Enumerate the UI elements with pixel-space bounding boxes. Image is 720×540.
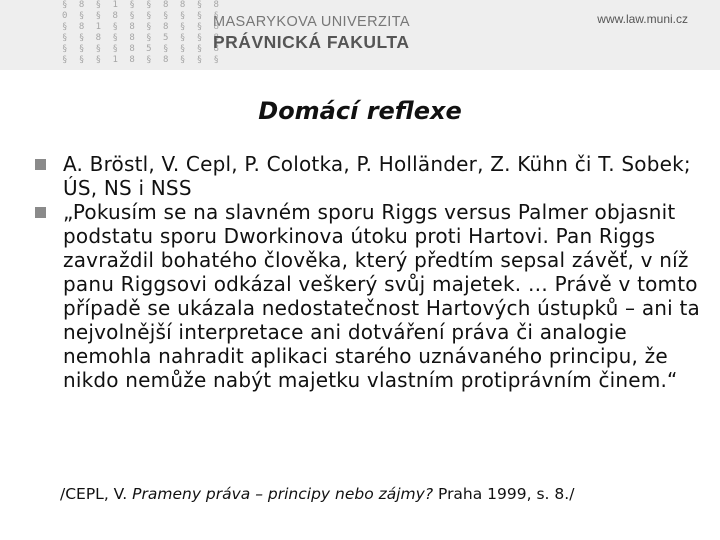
square-bullet-icon <box>35 159 46 170</box>
logo-row: § 8 1 § 8 § 8 § § 8 <box>62 22 222 32</box>
website-url[interactable]: www.law.muni.cz <box>597 12 688 26</box>
bullet-item-quote <box>0 200 720 392</box>
faculty-name: PRÁVNICKÁ FAKULTA <box>213 32 410 52</box>
university-logo-pattern <box>62 0 222 70</box>
citation-prefix: /CEPL, V. <box>60 485 133 503</box>
bullet-text: A. Bröstl, V. Cepl, P. Colotka, P. Holländer, Z. Kühn či T. Sobek; ÚS, NS i NSS <box>63 152 691 200</box>
university-name: MASARYKOVA UNIVERZITA <box>213 14 410 30</box>
header-bar <box>0 0 720 70</box>
logo-row: 0 § § 8 § § § § § § <box>62 11 222 21</box>
citation-work-title: Prameny práva – principy nebo zájmy? <box>132 485 434 503</box>
logo-row: § § § § 8 5 § § § 8 <box>62 44 222 54</box>
logo-row: § 8 § 1 § § 8 8 § 8 <box>62 0 222 10</box>
citation-suffix: Praha 1999, s. 8./ <box>433 485 575 503</box>
citation <box>60 484 574 504</box>
slide-title: Domácí reflexe <box>258 97 462 125</box>
logo-row: § § § 1 8 § 8 § § § <box>62 55 222 65</box>
square-bullet-icon <box>35 207 46 218</box>
logo-row: § § 8 § 8 § 5 § § 8 <box>62 33 222 43</box>
bullet-item-authors <box>0 152 720 200</box>
bullet-text: „Pokusím se na slavném sporu Riggs versus Palmer objasnit podstatu sporu Dworkinova útoku proti Hartovi. Pan Riggs zavraždil bohatého člověka, který předtím sepsal závěť, v níž panu Riggsovi odkázal veškerý svůj majetek. … Právě v tomto případě se ukázala nedostatečnost Hartových ústupků – ani ta nejvolnější interpretace ani dotváření práva či analogie nemohla nahradit aplikaci starého uznávaného principu, že nikdo nemůže nabýt majetku vlastním protiprávním činem.“ <box>63 200 700 392</box>
bullet-list <box>0 152 720 392</box>
